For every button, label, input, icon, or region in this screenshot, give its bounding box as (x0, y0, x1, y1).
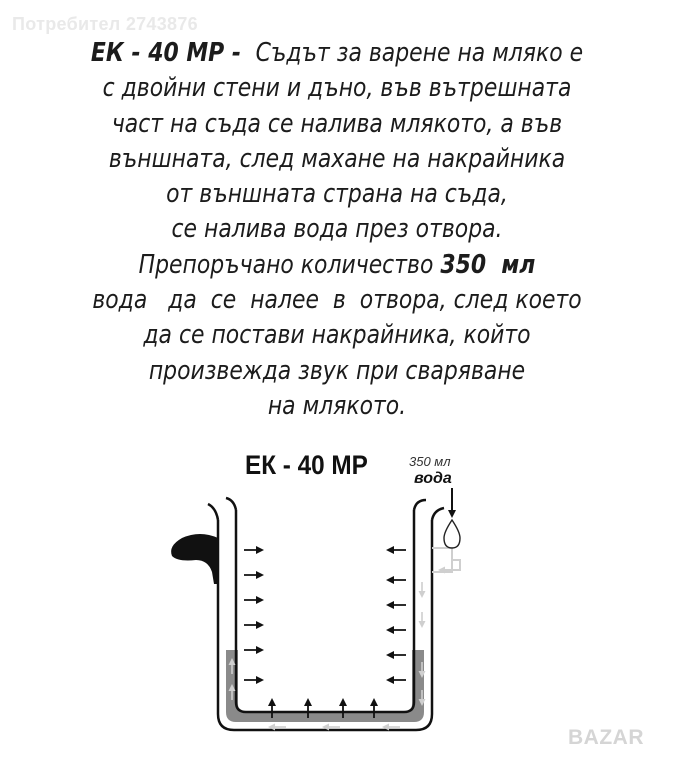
heat-arrows-right (388, 550, 406, 680)
desc-line-9: да се постави накрайника, който (143, 320, 531, 351)
inner-wall (236, 510, 414, 712)
handle (171, 534, 219, 584)
left-rim (208, 498, 236, 520)
desc-line-7-text: Препоръчано количество (138, 249, 441, 280)
desc-line-3: част на съда се налива млякото, а във (111, 108, 563, 139)
desc-line-8: вода да се налее в отвора, след което (92, 285, 582, 316)
desc-line-6: се налива вода през отвора. (171, 214, 503, 245)
desc-line-5: от външната страна на съда, (166, 179, 508, 210)
desc-line-4: външната, след махане на накрайника (108, 143, 566, 174)
desc-line-1-text: Съдът за варене на мляко е (248, 38, 584, 68)
diagram-title: ЕК - 40 МР (245, 450, 368, 480)
nozzle-flow (440, 560, 460, 570)
recommended-volume: 350 мл (440, 249, 536, 280)
product-code: ЕК - 40 МР - (90, 38, 249, 68)
heat-arrows-left (244, 550, 262, 680)
right-rim (414, 500, 444, 520)
desc-line-11: на млякото. (267, 390, 407, 421)
bazar-logo: BAZAR (568, 726, 644, 749)
whistle-nozzle (432, 548, 452, 572)
volume-label: 350 мл (409, 454, 451, 469)
watermark: Потребител 2743876 (12, 14, 198, 34)
water-drop-icon (444, 520, 460, 548)
desc-line-2: с двойни стени и дъно, във вътрешната (102, 73, 572, 104)
water-label: вода (414, 470, 452, 487)
desc-line-10: произвежда звук при сваряване (148, 355, 526, 386)
